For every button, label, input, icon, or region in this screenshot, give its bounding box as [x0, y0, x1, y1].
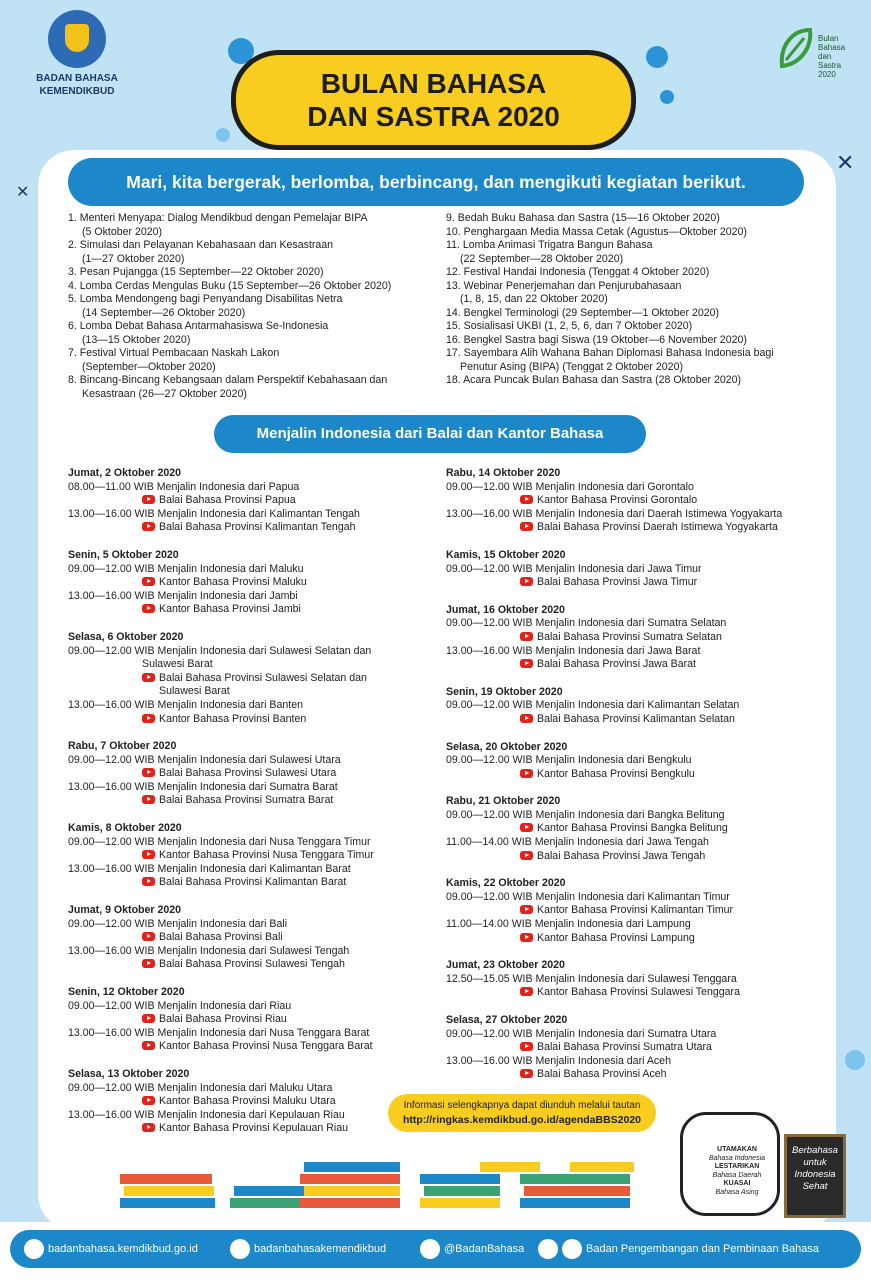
schedule-banner: Menjalin Indonesia dari Balai dan Kantor Bahasa: [214, 415, 646, 453]
mascot-text-3: LESTARIKAN: [714, 1163, 760, 1170]
session-time: 09.00—12.00 WIB Menjalin Indonesia dari Riau: [68, 999, 292, 1012]
activity-item: 15. Sosialisasi UKBI (1, 2, 5, 6, dan 7 Oktober 2020): [446, 320, 693, 332]
session-time: 13.00—16.00 WIB Menjalin Indonesia dari Kepulauan Riau: [68, 1108, 345, 1121]
board-text-2: untuk: [803, 1157, 827, 1168]
session-venue[interactable]: [68, 713, 428, 727]
venue-name: Kantor Bahasa Provinsi Sulawesi Tenggara: [537, 986, 740, 999]
session-time: 09.00—12.00 WIB Menjalin Indonesia dari Sulawesi Utara: [68, 753, 341, 766]
youtube-icon: [520, 522, 533, 531]
schedule-date: Selasa, 20 Oktober 2020: [446, 740, 568, 753]
footer-bar: [10, 1230, 861, 1268]
schedule-day: [446, 604, 806, 672]
youtube-icon: [142, 495, 155, 504]
session-time: 13.00—16.00 WIB Menjalin Indonesia dari Kalimantan Barat: [68, 862, 351, 875]
session-time: 13.00—16.00 WIB Menjalin Indonesia dari Jambi: [68, 589, 298, 602]
bulan-bahasa-logo: [760, 12, 855, 87]
footer-instagram[interactable]: [230, 1230, 386, 1268]
mascot-text-5: KUASAI: [723, 1180, 751, 1187]
activity-item: 12. Festival Handai Indonesia (Tenggat 4 Oktober 2020): [446, 266, 710, 278]
org-name-line2: KEMENDIKBUD: [39, 86, 115, 97]
facebook-icon: [538, 1239, 558, 1259]
schedule-date: Rabu, 14 Oktober 2020: [446, 467, 561, 479]
session-time: 09.00—12.00 WIB Menjalin Indonesia dari Bali: [68, 917, 288, 930]
session-venue[interactable]: [68, 603, 428, 617]
venue-name: Balai Bahasa Provinsi Riau: [159, 1013, 287, 1026]
session-time: 13.00—16.00 WIB Menjalin Indonesia dari Nusa Tenggara Barat: [68, 1026, 370, 1039]
schedule-day: [446, 467, 806, 535]
schedule-day: [68, 822, 428, 890]
youtube-icon: [520, 495, 533, 504]
youtube-icon: [520, 769, 533, 778]
session-venue[interactable]: [446, 658, 806, 672]
youtube-icon: [142, 604, 155, 613]
session-time: 13.00—16.00 WIB Menjalin Indonesia dari Sulawesi Tengah: [68, 944, 350, 957]
session-time: 12.50—15.05 WIB Menjalin Indonesia dari Sulawesi Tenggara: [446, 972, 737, 985]
youtube-icon: [142, 1014, 155, 1023]
activity-item: 6. Lomba Debat Bahasa Antarmahasiswa Se-Indonesia: [68, 320, 329, 332]
venue-name: Balai Bahasa Provinsi Sumatra Utara: [537, 1041, 712, 1054]
mascot-text-4: Bahasa Daerah: [712, 1171, 762, 1179]
session-venue[interactable]: [68, 521, 428, 535]
session-venue[interactable]: [68, 876, 428, 890]
venue-name: Kantor Bahasa Provinsi Bangka Belitung: [537, 822, 728, 835]
decor-circle: [216, 128, 230, 142]
schedule-date: Selasa, 13 Oktober 2020: [68, 1067, 190, 1080]
agency-text: Badan Pengembangan dan Pembinaan Bahasa: [586, 1243, 820, 1255]
activity-item: 3. Pesan Pujangga (15 September—22 Oktober 2020): [68, 266, 324, 278]
activity-item: 11. Lomba Animasi Trigatra Bangun Bahasa: [446, 239, 653, 251]
venue-name: Balai Bahasa Provinsi Bali: [159, 931, 283, 944]
mascot-text-1: UTAMAKAN: [717, 1146, 757, 1153]
session-venue[interactable]: [68, 794, 428, 808]
youtube-icon: [520, 1069, 533, 1078]
session-time: 13.00—16.00 WIB Menjalin Indonesia dari Banten: [68, 698, 303, 711]
youtube-icon: [520, 1042, 533, 1051]
youtube-icon: [520, 905, 533, 914]
schedule-day: [68, 549, 428, 617]
activity-item: (1—27 Oktober 2020): [82, 252, 185, 265]
youtube-icon: [142, 522, 155, 531]
board-text-1: Berbahasa: [792, 1145, 838, 1156]
session-venue[interactable]: [446, 1041, 806, 1055]
schedule-date: Jumat, 9 Oktober 2020: [68, 904, 182, 917]
session-time: 09.00—12.00 WIB Menjalin Indonesia dari Sulawesi Selatan dan: [68, 644, 372, 657]
instagram-text: badanbahasakemendikbud: [254, 1243, 387, 1255]
session-time: 13.00—16.00 WIB Menjalin Indonesia dari Sumatra Barat: [68, 780, 338, 793]
venue-name: Balai Bahasa Provinsi Jawa Timur: [537, 576, 698, 589]
schedule-day: [446, 1014, 806, 1082]
session-time: 09.00—12.00 WIB Menjalin Indonesia dari Kalimantan Selatan: [446, 699, 740, 712]
schedule-column-right: [446, 467, 806, 1096]
activity-item: 17. Sayembara Alih Wahana Bahan Diplomasi Bahasa Indonesia bagi: [446, 347, 774, 359]
youtube-icon: [142, 768, 155, 777]
session-time: 09.00—12.00 WIB Menjalin Indonesia dari Bangka Belitung: [446, 808, 725, 821]
schedule-day: [68, 467, 428, 535]
session-venue[interactable]: [446, 521, 806, 535]
decor-circle: [845, 1050, 865, 1070]
youtube-icon: [520, 823, 533, 832]
session-venue[interactable]: [446, 768, 806, 782]
bbs-logo-text-4: 2020: [818, 70, 836, 79]
session-time: 09.00—12.00 WIB Menjalin Indonesia dari Maluku: [68, 562, 304, 575]
activity-item: (14 September—26 Oktober 2020): [82, 306, 246, 319]
schedule-day: [446, 795, 806, 863]
schedule-day: [68, 986, 428, 1054]
session-venue[interactable]: [68, 685, 428, 699]
close-icon: ✕: [836, 150, 855, 175]
youtube-icon: [562, 1239, 582, 1259]
venue-name: Balai Bahasa Provinsi Sulawesi Tengah: [159, 958, 345, 971]
schedule-day: [446, 741, 806, 782]
session-venue[interactable]: [68, 1040, 428, 1054]
activity-list-right: [446, 212, 806, 388]
activity-item: 16. Bengkel Sastra bagi Siswa (19 Oktober—6 November 2020): [446, 333, 747, 346]
session-venue[interactable]: [446, 576, 806, 590]
session-venue[interactable]: [68, 767, 428, 781]
youtube-icon: [142, 673, 155, 682]
org-name-line1: BADAN BAHASA: [36, 73, 118, 84]
twitter-text: @BadanBahasa: [444, 1243, 525, 1255]
schedule-date: Jumat, 2 Oktober 2020: [68, 467, 182, 479]
session-venue[interactable]: [446, 904, 806, 918]
activity-item: 14. Bengkel Terminologi (29 September—1 Oktober 2020): [446, 306, 720, 319]
session-venue[interactable]: [68, 576, 428, 590]
activity-item: (22 September—28 Oktober 2020): [460, 252, 624, 265]
schedule-day: [68, 1068, 428, 1136]
youtube-icon: [142, 1096, 155, 1105]
session-venue[interactable]: [446, 822, 806, 836]
board-text-3: Indonesia: [794, 1169, 836, 1180]
intro-banner: Mari, kita bergerak, berlomba, berbincang, dan mengikuti kegiatan berikut.: [68, 158, 804, 206]
activity-item: 7. Festival Virtual Pembacaan Naskah Lakon: [68, 347, 280, 359]
session-time: 08.00—11.00 WIB Menjalin Indonesia dari Papua: [68, 480, 300, 493]
youtube-icon: [142, 577, 155, 586]
youtube-icon: [142, 1123, 155, 1132]
venue-name: Balai Bahasa Provinsi Papua: [159, 494, 296, 507]
session-venue[interactable]: [68, 1095, 428, 1109]
tut-wuri-handayani-emblem-icon: [48, 10, 106, 68]
youtube-icon: [520, 987, 533, 996]
decor-circle: [660, 90, 674, 104]
activity-item: 2. Simulasi dan Pelayanan Kebahasaan dan Kesastraan: [68, 239, 334, 251]
youtube-icon: [520, 659, 533, 668]
mascot-illustration: [672, 1108, 852, 1218]
instagram-icon: [230, 1239, 250, 1259]
schedule-day: [446, 877, 806, 945]
activity-item: 1. Menteri Menyapa: Dialog Mendikbud dengan Pemelajar BIPA: [68, 212, 368, 224]
session-time: 13.00—16.00 WIB Menjalin Indonesia dari Kalimantan Tengah: [68, 507, 360, 520]
venue-name: Balai Bahasa Provinsi Sulawesi Utara: [159, 767, 337, 780]
schedule-date: Kamis, 8 Oktober 2020: [68, 822, 182, 835]
bbs-logo-text-3: dan Sastra: [818, 52, 842, 70]
activity-item: 8. Bincang-Bincang Kebangsaan dalam Perspektif Kebahasaan dan: [68, 374, 388, 386]
footer-website[interactable]: [24, 1230, 198, 1268]
mascot-text-6: Bahasa Asing: [715, 1188, 759, 1196]
schedule-date: Jumat, 23 Oktober 2020: [446, 959, 565, 972]
youtube-icon: [142, 1041, 155, 1050]
activity-item: (13—15 Oktober 2020): [82, 333, 191, 346]
schedule-day: [68, 631, 428, 726]
schedule-day: [68, 740, 428, 808]
books-illustration: [120, 1150, 640, 1220]
mascot-text-2: Bahasa Indonesia: [708, 1154, 766, 1162]
footer-agency[interactable]: [538, 1230, 819, 1268]
session-time: 11.00—14.00 WIB Menjalin Indonesia dari Jawa Tengah: [446, 836, 709, 849]
session-time: 09.00—12.00 WIB Menjalin Indonesia dari Sumatra Utara: [446, 1027, 717, 1040]
schedule-date: Rabu, 7 Oktober 2020: [68, 740, 177, 753]
venue-name: Kantor Bahasa Provinsi Nusa Tenggara Timur: [159, 849, 374, 862]
schedule-column-left: [68, 467, 428, 1150]
venue-name: Kantor Bahasa Provinsi Lampung: [537, 931, 695, 944]
session-venue[interactable]: [446, 932, 806, 946]
session-venue[interactable]: [446, 494, 806, 508]
activity-item: 9. Bedah Buku Bahasa dan Sastra (15—16 Oktober 2020): [446, 212, 720, 224]
youtube-icon: [142, 932, 155, 941]
venue-name: Kantor Bahasa Provinsi Banten: [159, 712, 307, 725]
session-venue[interactable]: [446, 850, 806, 864]
bbs-leaf-icon: [778, 26, 814, 70]
close-icon: ✕: [16, 184, 30, 201]
kemendikbud-logo: [22, 10, 132, 98]
youtube-icon: [142, 959, 155, 968]
venue-name: Kantor Bahasa Provinsi Gorontalo: [537, 494, 698, 507]
session-venue[interactable]: [68, 1122, 428, 1136]
session-venue[interactable]: [68, 494, 428, 508]
schedule-date: Rabu, 21 Oktober 2020: [446, 795, 561, 808]
venue-name: Kantor Bahasa Provinsi Kepulauan Riau: [159, 1122, 349, 1135]
activity-item: 10. Penghargaan Media Massa Cetak (Agustus—Oktober 2020): [446, 225, 747, 238]
activity-item: (5 Oktober 2020): [82, 225, 163, 238]
schedule-date: Kamis, 15 Oktober 2020: [446, 548, 566, 561]
schedule-day: [446, 686, 806, 727]
venue-name: Kantor Bahasa Provinsi Maluku Utara: [159, 1095, 336, 1108]
venue-name: Kantor Bahasa Provinsi Jambi: [159, 603, 301, 616]
activity-item: 18. Acara Puncak Bulan Bahasa dan Sastra (28 Oktober 2020): [446, 374, 742, 386]
venue-name: Kantor Bahasa Provinsi Nusa Tenggara Barat: [159, 1040, 373, 1053]
activity-item: Kesastraan (26—27 Oktober 2020): [82, 387, 247, 400]
info-text: Informasi selengkapnya dapat diunduh melalui tautan: [403, 1100, 641, 1111]
activity-item: Penutur Asing (BIPA) (Tenggat 2 Oktober 2020): [460, 360, 683, 373]
youtube-icon: [520, 577, 533, 586]
venue-name: Balai Bahasa Provinsi Kalimantan Tengah: [159, 521, 356, 534]
schedule-day: [68, 904, 428, 972]
website-text: badanbahasa.kemdikbud.go.id: [48, 1243, 198, 1255]
venue-name: Balai Bahasa Provinsi Sumatra Barat: [159, 794, 334, 807]
session-venue[interactable]: [446, 713, 806, 727]
schedule-date: Senin, 19 Oktober 2020: [446, 685, 563, 698]
schedule-date: Senin, 12 Oktober 2020: [68, 986, 185, 998]
activity-list-left: [68, 212, 428, 401]
twitter-icon: [420, 1239, 440, 1259]
venue-name: Balai Bahasa Provinsi Kalimantan Barat: [159, 876, 347, 889]
session-venue[interactable]: [68, 672, 428, 686]
session-venue[interactable]: [68, 1013, 428, 1027]
youtube-icon: [142, 795, 155, 804]
session-time: 09.00—12.00 WIB Menjalin Indonesia dari Jawa Timur: [446, 562, 702, 575]
session-time: 13.00—16.00 WIB Menjalin Indonesia dari Aceh: [446, 1054, 671, 1067]
schedule-day: [446, 549, 806, 590]
session-venue[interactable]: [446, 986, 806, 1000]
bbs-logo-text-1: Bulan: [818, 34, 839, 43]
youtube-icon: [142, 877, 155, 886]
venue-name: Balai Bahasa Provinsi Aceh: [537, 1068, 667, 1081]
schedule-date: Kamis, 22 Oktober 2020: [446, 877, 566, 890]
schedule-date: Selasa, 6 Oktober 2020: [68, 630, 184, 643]
venue-name: Balai Bahasa Provinsi Jawa Tengah: [537, 849, 706, 862]
youtube-icon: [142, 850, 155, 859]
session-time: 13.00—16.00 WIB Menjalin Indonesia dari Daerah Istimewa Yogyakarta: [446, 507, 783, 520]
session-time: 13.00—16.00 WIB Menjalin Indonesia dari Jawa Barat: [446, 644, 701, 657]
venue-name: Kantor Bahasa Provinsi Maluku: [159, 576, 307, 589]
page-title: [231, 50, 636, 150]
schedule-date: Selasa, 27 Oktober 2020: [446, 1014, 568, 1026]
cursor-click-icon: [24, 1239, 44, 1259]
info-box: [388, 1094, 656, 1132]
title-line-1: BULAN BAHASA: [320, 68, 547, 99]
info-link[interactable]: http://ringkas.kemdikbud.go.id/agendaBBS2020: [402, 1114, 642, 1126]
venue-name: Balai Bahasa Provinsi Kalimantan Selatan: [537, 712, 735, 725]
venue-name: Kantor Bahasa Provinsi Bengkulu: [537, 767, 695, 780]
youtube-icon: [520, 714, 533, 723]
venue-name: Sulawesi Barat: [159, 685, 230, 698]
youtube-icon: [520, 851, 533, 860]
venue-name: Balai Bahasa Provinsi Jawa Barat: [537, 658, 696, 671]
schedule-date: Jumat, 16 Oktober 2020: [446, 603, 565, 616]
youtube-icon: [520, 632, 533, 641]
session-time: 09.00—12.00 WIB Menjalin Indonesia dari Kalimantan Timur: [446, 890, 730, 903]
activity-item: 13. Webinar Penerjemahan dan Penjurubahasaan: [446, 279, 682, 292]
session-venue[interactable]: [68, 849, 428, 863]
schedule-date: Senin, 5 Oktober 2020: [68, 548, 179, 561]
session-time: 09.00—12.00 WIB Menjalin Indonesia dari Gorontalo: [446, 480, 694, 493]
session-venue[interactable]: [68, 931, 428, 945]
activity-item: 5. Lomba Mendongeng bagi Penyandang Disabilitas Netra: [68, 293, 343, 305]
session-time: 09.00—12.00 WIB Menjalin Indonesia dari Maluku Utara: [68, 1081, 333, 1094]
session-venue[interactable]: [446, 1068, 806, 1082]
session-time: 09.00—12.00 WIB Menjalin Indonesia dari Bengkulu: [446, 754, 692, 767]
decor-circle: [646, 46, 668, 68]
venue-name: Kantor Bahasa Provinsi Kalimantan Timur: [537, 904, 734, 917]
venue-name: Balai Bahasa Provinsi Daerah Istimewa Yogyakarta: [537, 521, 778, 534]
chalkboard: [784, 1134, 846, 1218]
session-venue[interactable]: [68, 958, 428, 972]
session-time: 09.00—12.00 WIB Menjalin Indonesia dari Sumatra Selatan: [446, 617, 727, 630]
session-time: 11.00—14.00 WIB Menjalin Indonesia dari Lampung: [446, 918, 691, 931]
session-time: Sulawesi Barat: [142, 658, 213, 671]
venue-name: Balai Bahasa Provinsi Sumatra Selatan: [537, 630, 722, 643]
title-line-2: DAN SASTRA 2020: [307, 101, 560, 132]
youtube-icon: [142, 714, 155, 723]
youtube-icon: [520, 933, 533, 942]
schedule-day: [446, 959, 806, 1000]
footer-twitter[interactable]: [420, 1230, 524, 1268]
activity-item: 4. Lomba Cerdas Mengulas Buku (15 September—26 Oktober 2020): [68, 279, 392, 292]
activity-item: (1, 8, 15, dan 22 Oktober 2020): [460, 293, 608, 305]
bbs-logo-text-2: Bahasa: [818, 43, 846, 52]
activity-item: (September—Oktober 2020): [82, 360, 216, 373]
session-time: 09.00—12.00 WIB Menjalin Indonesia dari Nusa Tenggara Timur: [68, 835, 371, 848]
board-text-4: Sehat: [802, 1181, 828, 1192]
session-venue[interactable]: [446, 631, 806, 645]
venue-name: Balai Bahasa Provinsi Sulawesi Selatan dan: [159, 671, 367, 684]
